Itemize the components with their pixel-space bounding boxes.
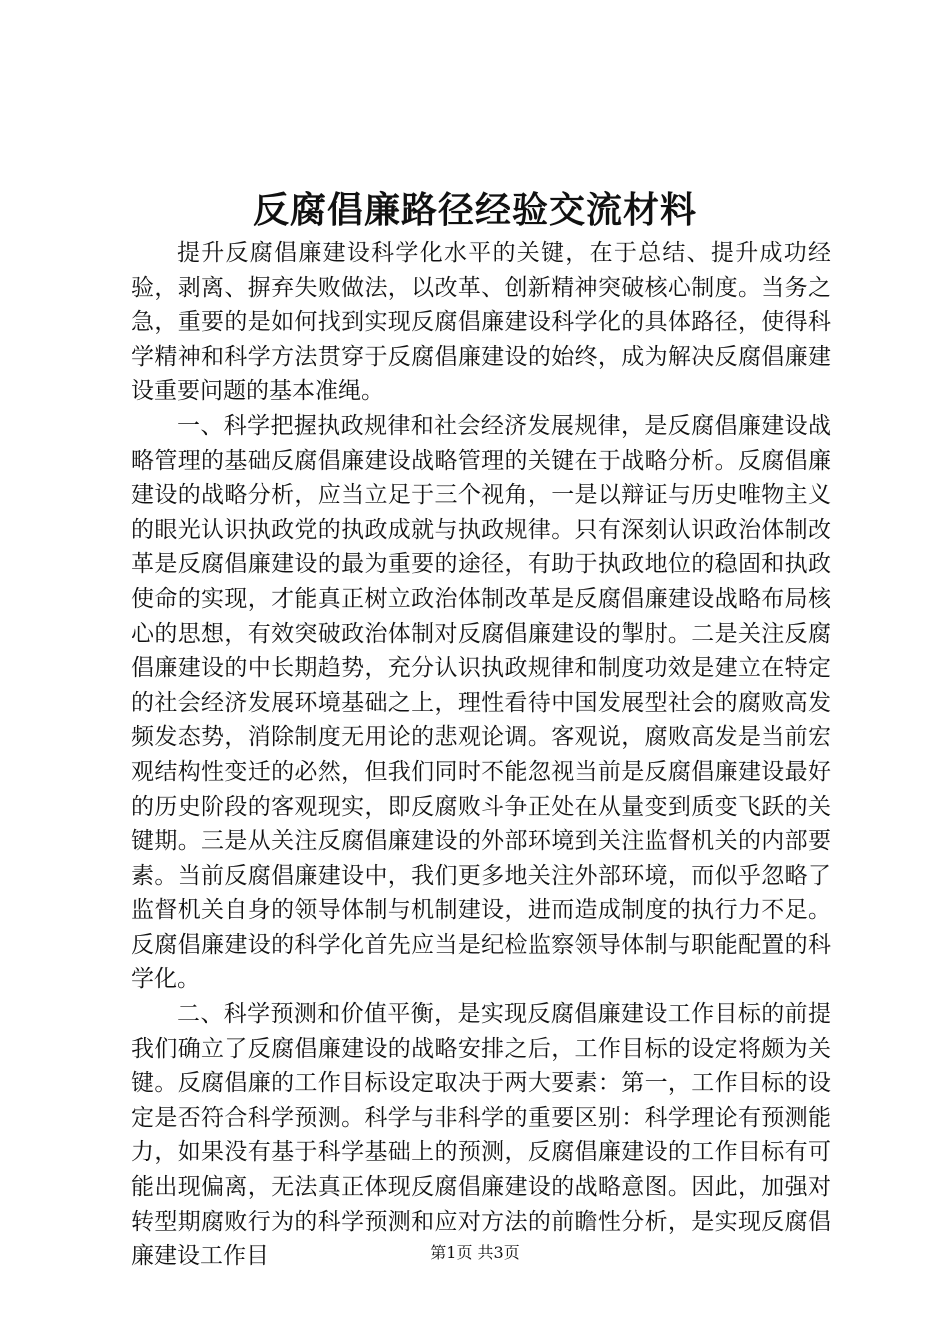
document-title: 反腐倡廉路径经验交流材料 [252, 189, 697, 231]
paragraph-section-2: 二、科学预测和价值平衡，是实现反腐倡廉建设工作目标的前提我们确立了反腐倡廉建设的战略安排之后，工作目标的设定将颇为关键。反腐倡廉的工作目标设定取决于两大要素：第一，工作目标的设定是否符合科学预测。科学与非科学的重要区别：科学理论有预测能力，如果没有基于科学基础上的预测，反腐倡廉建设的工作目标有可能出现偏离，无法真正体现反腐倡廉建设的战略意图。因此，加强对转型期腐败行为的科学预测和应对方法的前瞻性分析，是实现反腐倡廉建设工作目 [131, 1001, 831, 1270]
document-body [131, 236, 831, 1274]
paragraph-section-1: 一、科学把握执政规律和社会经济发展规律，是反腐倡廉建设战略管理的基础反腐倡廉建设战略管理的关键在于战略分析。反腐倡廉建设的战略分析，应当立足于三个视角，一是以辩证与历史唯物主义的眼光认识执政党的执政成就与执政规律。只有深刻认识政治体制改革是反腐倡廉建设的最为重要的途径，有助于执政地位的稳固和执政使命的实现，才能真正树立政治体制改革是反腐倡廉建设战略布局核心的思想，有效突破政治体制对反腐倡廉建设的掣肘。二是关注反腐倡廉建设的中长期趋势，充分认识执政规律和制度功效是建立在特定的社会经济发展环境基础之上，理性看待中国发展型社会的腐败高发频发态势，消除制度无用论的悲观论调。客观说，腐败高发是当前宏观结构性变迁的必然，但我们同时不能忽视当前是反腐倡廉建设最好的历史阶段的客观现实，即反腐败斗争正处在从量变到质变飞跃的关键期。三是从关注反腐倡廉建设的外部环境到关注监督机关的内部要素。当前反腐倡廉建设中，我们更多地关注外部环境，而似乎忽略了监督机关自身的领导体制与机制建设，进而造成制度的执行力不足。反腐倡廉建设的科学化首先应当是纪检监察领导体制与职能配置的科学化。 [131, 412, 831, 993]
page-number-footer: 第1页 共3页 [430, 1243, 520, 1262]
paragraph-intro: 提升反腐倡廉建设科学化水平的关键，在于总结、提升成功经验，剥离、摒弃失败做法，以改革、创新精神突破核心制度。当务之急，重要的是如何找到实现反腐倡廉建设科学化的具体路径，使得科学精神和科学方法贯穿于反腐倡廉建设的始终，成为解决反腐倡廉建设重要问题的基本准绳。 [131, 240, 831, 405]
